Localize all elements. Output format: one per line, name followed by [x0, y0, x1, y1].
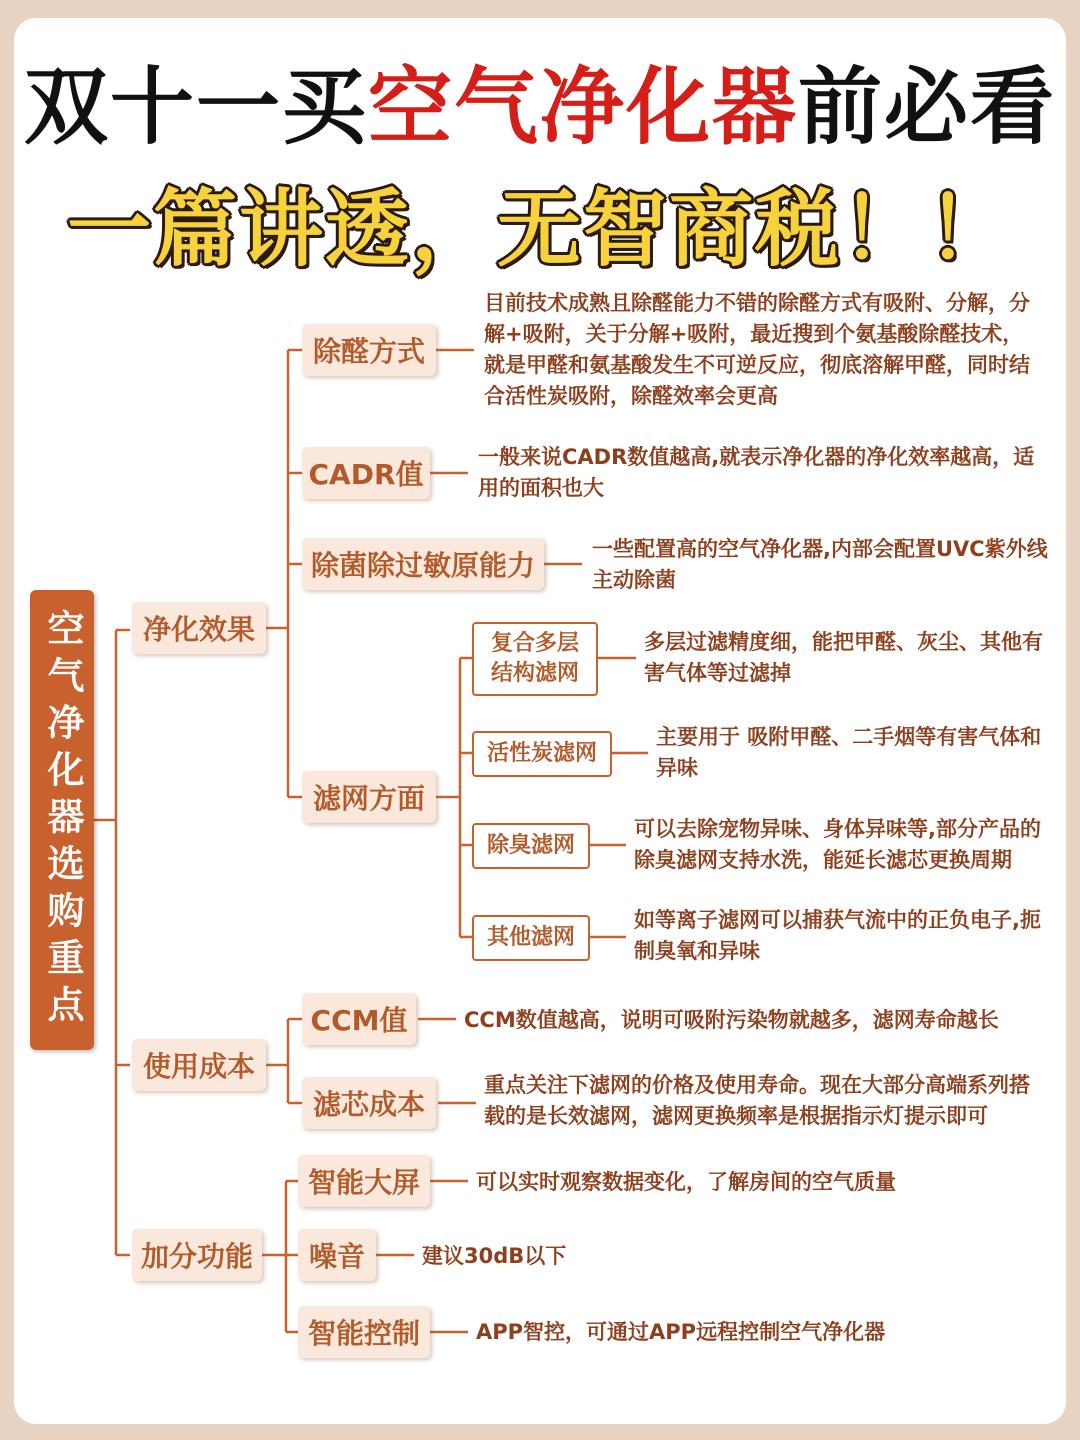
root-node: 空气净化器选购重点 — [30, 590, 94, 1050]
category-bonus-features: 加分功能 — [132, 1229, 262, 1281]
desc-carbon-filter: 主要用于 吸附甲醛、二手烟等有害气体和异味 — [656, 725, 1042, 781]
page-subtitle: 一篇讲透，无智商税！！ — [66, 180, 1013, 278]
desc-cadr: 一般来说CADR数值越高,就表示净化器的净化效率越高，适用的面积也大 — [478, 445, 1035, 501]
item-sterilization: 除菌除过敏原能力 — [302, 538, 544, 590]
desc-formaldehyde-method: 目前技术成熟且除醛能力不错的除醛方式有吸附、分解，分解+吸附，关于分解+吸附，最近搜到个氨基酸除醛技术，就是甲醛和氨基酸发生不可逆反应，彻底溶解甲醛，同时结合活性炭吸附，除醛效率会更高 — [484, 291, 1030, 409]
desc-sterilization: 一些配置高的空气净化器,内部会配置UVC紫外线主动除菌 — [592, 537, 1048, 593]
desc-ccm: CCM数值越高，说明可吸附污染物就越多，滤网寿命越长 — [464, 1008, 999, 1032]
sub-carbon-filter: 活性炭滤网 — [472, 731, 612, 777]
desc-smart-screen: 可以实时观察数据变化，了解房间的空气质量 — [476, 1170, 896, 1194]
desc-smart-control: APP智控，可通过APP远程控制空气净化器 — [476, 1320, 886, 1344]
item-cadr: CADR值 — [302, 447, 430, 499]
sub-composite-filter: 复合多层结构滤网 — [472, 622, 598, 696]
desc-other-filter: 如等离子滤网可以捕获气流中的正负电子,扼制臭氧和异味 — [634, 908, 1041, 964]
title-highlight: 空气净化器 — [367, 58, 798, 156]
desc-noise: 建议30dB以下 — [422, 1244, 567, 1268]
item-smart-screen: 智能大屏 — [298, 1155, 430, 1207]
item-ccm: CCM值 — [302, 993, 416, 1045]
page-title: 双十一买空气净化器前必看 — [23, 58, 1057, 156]
sub-other-filter: 其他滤网 — [472, 915, 590, 961]
category-purification: 净化效果 — [132, 602, 266, 654]
item-filter: 滤网方面 — [302, 771, 436, 823]
sub-deodor-filter: 除臭滤网 — [472, 823, 590, 869]
category-usage-cost: 使用成本 — [132, 1039, 266, 1091]
desc-deodor-filter: 可以去除宠物异味、身体异味等,部分产品的除臭滤网支持水洗，能延长滤芯更换周期 — [634, 817, 1041, 873]
item-formaldehyde-method: 除醛方式 — [302, 324, 436, 376]
item-filter-cost: 滤芯成本 — [302, 1077, 436, 1129]
item-smart-control: 智能控制 — [298, 1306, 430, 1358]
desc-composite-filter: 多层过滤精度细，能把甲醛、灰尘、其他有害气体等过滤掉 — [644, 630, 1043, 686]
desc-filter-cost: 重点关注下滤网的价格及使用寿命。现在大部分高端系列搭载的是长效滤网，滤网更换频率是根据指示灯提示即可 — [484, 1073, 1030, 1129]
item-noise: 噪音 — [298, 1229, 376, 1281]
